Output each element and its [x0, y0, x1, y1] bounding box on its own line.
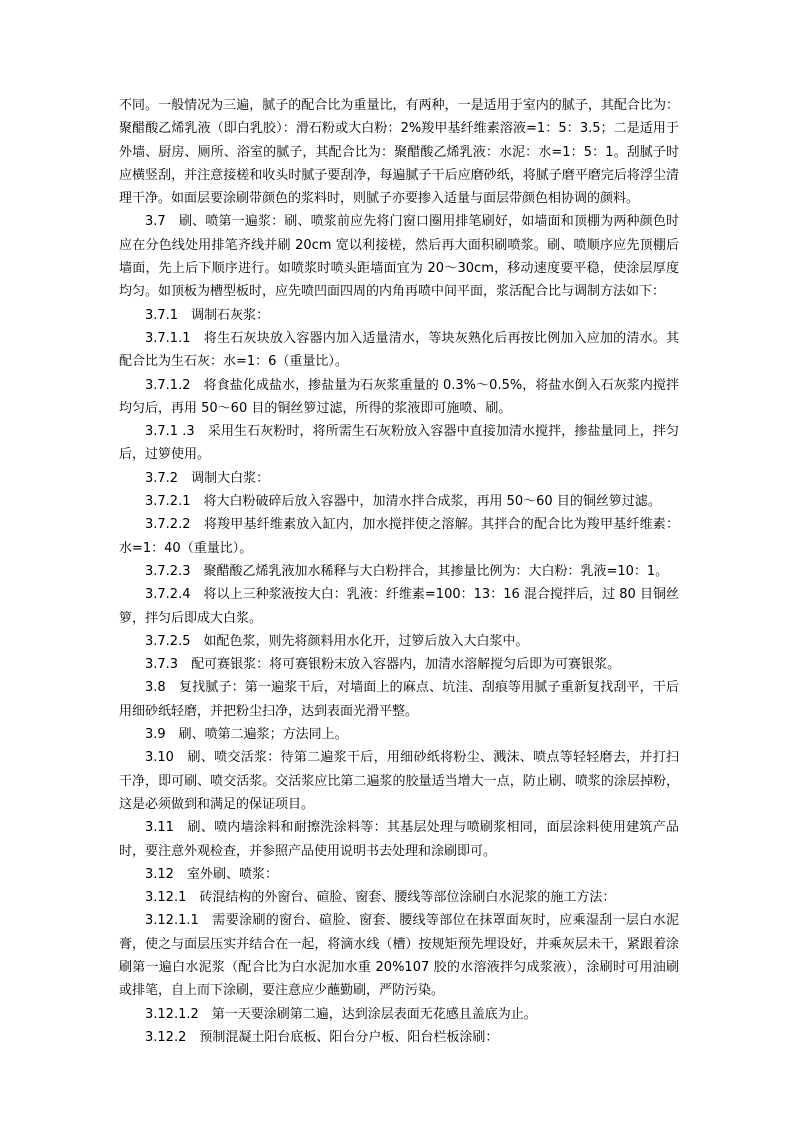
- paragraph-3-12-1: 3.12.1 砖混结构的外窗台、碹脸、窗套、腰线等部位涂刷白水泥浆的施工方法：: [145, 890, 616, 906]
- paragraph-3-7-2-3: 3.7.2.3 聚醋酸乙烯乳液加水稀释与大白粉拌合，其掺量比例为：大白粉：乳液=10：1。: [145, 563, 669, 579]
- paragraph-3-10: 3.10 刷、喷交活浆：待第二遍浆干后，用细砂纸将粉尘、溅沫、喷点等轻轻磨去，并打扫干净，即可刷、喷交活浆。交活浆应比第二遍浆的胶量适当增大一点，防止刷、喷浆的涂层掉粉，这是必须做到和满足的保证项目。: [119, 750, 679, 812]
- paragraph-3-7: 3.7 刷、喷第一遍浆：刷、喷浆前应先将门窗口圈用排笔刷好，如墙面和顶棚为两种颜色时应在分色线处用排笔齐线并刷 20cm 宽以利接槎，然后再大面积刷喷浆。刷、喷顺序应先顶棚后墙面，先上后下顺序进行。如喷浆时喷头距墙面宜为 20～30cm，移动速度要平稳，使涂层厚度均匀。如顶板为槽型板时，应先喷凹面四周的内角再喷中间平面，浆活配合比与调制方法如下：: [119, 214, 679, 300]
- paragraph-3-7-2-5: 3.7.2.5 如配色浆，则先将颜料用水化开，过箩后放入大白浆中。: [145, 633, 529, 649]
- paragraph-3-7-1-1: 3.7.1.1 将生石灰块放入容器内加入适量清水，等块灰熟化后再按比例加入应加的清水。其配合比为生石灰：水=1：6（重量比）。: [119, 330, 679, 370]
- paragraph-3-7-2-2: 3.7.2.2 将羧甲基纤维素放入缸内，加水搅拌使之溶解。其拌合的配合比为羧甲基纤维素：水=1：40（重量比）。: [119, 517, 679, 556]
- paragraph-3-8: 3.8 复找腻子：第一遍浆干后，对墙面上的麻点、坑洼、刮痕等用腻子重新复找刮平，干后用细砂纸轻磨，并把粉尘扫净，达到表面光滑平整。: [119, 680, 679, 719]
- paragraph-putty-ratio: 不同。一般情况为三遍，腻子的配合比为重量比，有两种，一是适用于室内的腻子，其配合比为：聚醋酸乙烯乳液（即白乳胶）：滑石粉或大白粉：2%羧甲基纤维素溶液=1：5：3.5；二是适用于外墙、厨房、厕所、浴室的腻子，其配合比为：聚醋酸乙烯乳液：水泥：水=1：5：1。刮腻子时应横竖刮，并注意接槎和收头时腻子要刮净，每遍腻子干后应磨砂纸，将腻子磨平磨完后将浮尘清理干净。如面层要涂刷带颜色的浆料时，则腻子亦要掺入适量与面层带颜色相协调的颜料。: [119, 98, 679, 207]
- paragraph-3-11: 3.11 刷、喷内墙涂料和耐擦洗涂料等：其基层处理与喷刷浆相同，面层涂料使用建筑产品时，要注意外观检查，并参照产品使用说明书去处理和涂刷即可。: [119, 820, 679, 859]
- paragraph-3-12-1-1: 3.12.1.1 需要涂刷的窗台、碹脸、窗套、腰线等部位在抹罩面灰时，应乘湿刮一层白水泥膏，使之与面层压实并结合在一起，将滴水线（槽）按规矩预先埋设好，并乘灰层未干，紧跟着涂刷第一遍白水泥浆（配合比为白水泥加水重 20%107 胶的水溶液拌匀成浆液），涂刷时可用油刷或排笔，自上而下涂刷，要注意应少蘸勤刷，严防污染。: [119, 913, 679, 999]
- paragraph-3-12: 3.12 室外刷、喷浆：: [145, 866, 278, 882]
- paragraph-3-7-1: 3.7.1 调制石灰浆：: [145, 307, 270, 323]
- paragraph-3-12-1-2: 3.12.1.2 第一天要涂刷第二遍，达到涂层表面无花感且盖底为止。: [145, 1006, 537, 1022]
- document-body: [119, 94, 679, 1049]
- paragraph-3-7-3: 3.7.3 配可赛银浆：将可赛银粉末放入容器内，加清水溶解搅匀后即为可赛银浆。: [145, 657, 621, 673]
- paragraph-3-7-2-4: 3.7.2.4 将以上三种浆液按大白：乳液：纤维素=100：13：16 混合搅拌后，过 80 目铜丝箩，拌匀后即成大白浆。: [119, 587, 679, 626]
- paragraph-3-12-2: 3.12.2 预制混凝土阳台底板、阳台分户板、阳台栏板涂刷：: [145, 1029, 499, 1045]
- paragraph-3-7-2: 3.7.2 调制大白浆：: [145, 470, 270, 486]
- paragraph-3-7-2-1: 3.7.2.1 将大白粉破碎后放入容器中，加清水拌合成浆，再用 50～60 目的铜丝箩过滤。: [145, 494, 661, 510]
- paragraph-3-7-1-2: 3.7.1.2 将食盐化成盐水，掺盐量为石灰浆重量的 0.3%～0.5%，将盐水倒入石灰浆内搅拌均匀后，再用 50～60 目的铜丝箩过滤，所得的浆液即可施喷、刷。: [119, 377, 679, 416]
- paragraph-3-7-1-3: 3.7.1 .3 采用生石灰粉时，将所需生石灰粉放入容器中直接加清水搅拌，掺盐量同上，拌匀后，过箩使用。: [119, 424, 679, 463]
- paragraph-3-9: 3.9 刷、喷第二遍浆；方法同上。: [145, 727, 348, 743]
